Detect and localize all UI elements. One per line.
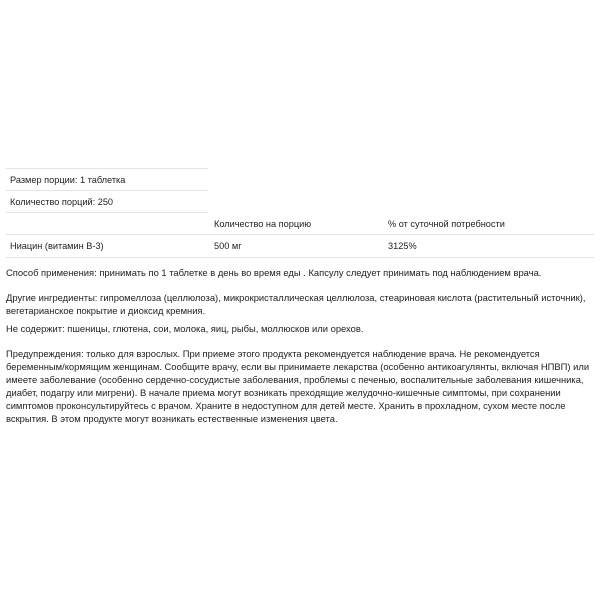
- ingredient-row-niacin: [6, 235, 594, 258]
- warnings: Предупреждения: только для взрослых. При приеме этого продукта рекомендуется наблюдение врача. Не рекомендуется беременным/кормящим женщинам. Сообщите врачу, если вы принимаете лекарства (особенно антикоагулянты, включая НПВП) или имеете заболевание (особенно сердечно-сосудистые заболевания, проблемы с печенью, воспалительные заболевания кишечника, диабет, подагру или мигрени). В начале приема могут возникать преходящие желудочно-кишечные симптомы, при сохранении симптомов проконсультируйтесь с врачом. Храните в недоступном для детей месте. Хранить в прохладном, сухом месте после вскрытия. В этом продукте могут возникать естественные изменения цвета.: [6, 348, 590, 424]
- other-ingredients: Другие ингредиенты: гипромеллоза (целлюлоза), микрокристаллическая целлюлоза, стеариновая кислота (растительный источник), вегетарианское покрытие и диоксид кремния.: [6, 292, 586, 316]
- servings-per-container-text: Количество порций: 250: [10, 197, 114, 207]
- daily-value-header: % от суточной потребности: [388, 219, 505, 229]
- servings-per-container-row: [6, 191, 208, 213]
- amount-per-serving-header: Количество на порцию: [214, 219, 312, 229]
- ingredient-name: Ниацин (витамин В-3): [10, 241, 104, 251]
- ingredient-daily-value: 3125%: [388, 241, 417, 251]
- serving-size-text: Размер порции: 1 таблетка: [10, 175, 126, 185]
- facts-header-row: [6, 213, 594, 235]
- allergen-free-statement: Не содержит: пшеницы, глютена, сои, молока, яиц, рыбы, моллюсков или орехов.: [6, 323, 364, 334]
- ingredient-amount: 500 мг: [214, 241, 242, 251]
- serving-size-row: [6, 168, 208, 191]
- supplement-facts-table: [6, 168, 594, 258]
- usage-instructions: Способ применения: принимать по 1 таблетке в день во время еды . Капсулу следует принимать под наблюдением врача.: [6, 267, 542, 278]
